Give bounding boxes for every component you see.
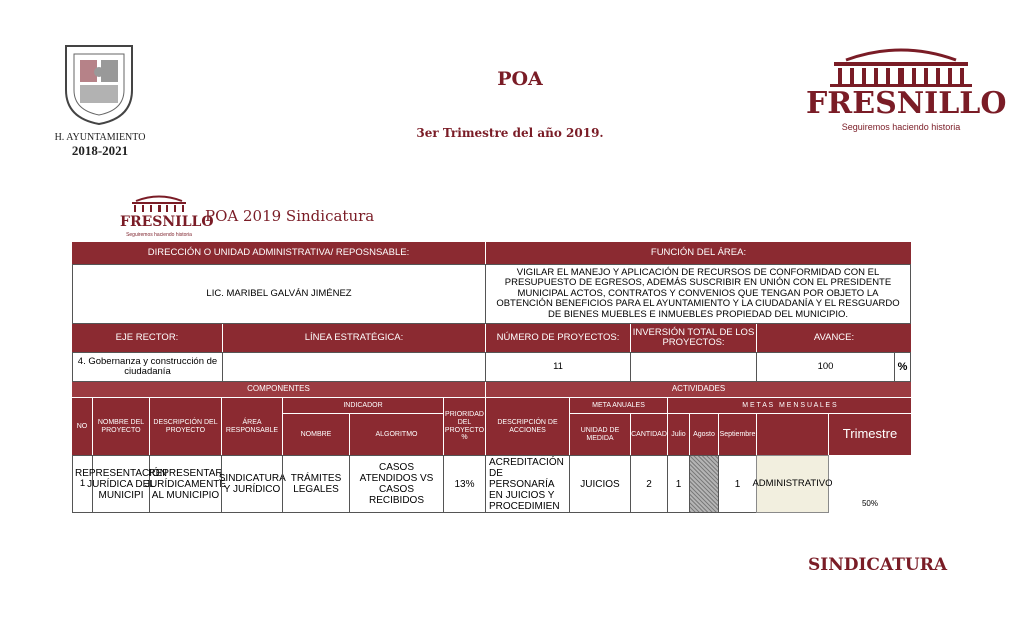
row-ind-nombre: TRÁMITES LEGALES — [282, 455, 350, 513]
eje-header: EJE RECTOR: — [72, 324, 222, 352]
row-nombre: REPRESENTACIÓN JURÍDICA DEL MUNICIPI — [92, 455, 150, 513]
col-nombre: NOMBRE DEL PROYECTO — [93, 398, 149, 455]
page-subtitle: 3er Trimestre del año 2019. — [416, 126, 604, 140]
col-agosto: Agosto — [690, 414, 718, 455]
linea-value — [222, 352, 486, 382]
row-unidad: JUICIOS — [569, 455, 631, 513]
funcion-header: FUNCIÓN DEL ÁREA: — [486, 242, 911, 264]
fresnillo-small-logo — [120, 192, 214, 240]
indicador-header: INDICADOR — [283, 398, 443, 413]
row-area: SINDICATURA Y JURÍDICO — [221, 455, 283, 513]
funcion-value: VIGILAR EL MANEJO Y APLICACIÓN DE RECURSOS DE CONFORMIDAD CON EL PRESUPUESTO DE EGRESOS, ADEMÁS SUSCRIBIR EN UNIÓN CON EL PRESIDENTE MUNICIPAL ACTOS, CONTRATOS Y CONVENIOS QUE TENGAN POR OBJETO LA OBTENCIÓN BENEFICIOS PARA EL AYUNTAMIENTO Y LA CIUDADANÍA Y EL RESGUARDO DE BIENES MUEBLES E INMUEBLES PROPIEDAD DEL MUNICIPIO. — [485, 264, 911, 324]
col-julio: Julio — [668, 414, 689, 455]
col-ind-nombre: NOMBRE — [283, 414, 349, 455]
row-septiembre: 1 — [718, 455, 757, 513]
col-unidad: UNIDAD DE MEDIDA — [570, 414, 630, 455]
componentes-header: COMPONENTES — [72, 382, 485, 397]
row-no: 1 — [72, 455, 93, 513]
col-prioridad: PRIORIDAD DEL PROYECTO % — [444, 398, 485, 455]
num-proyectos-value: 11 — [485, 352, 631, 382]
col-no: NO — [72, 398, 92, 455]
col-cantidad: CANTIDAD — [631, 414, 667, 455]
section-title: POA 2019 Sindicatura — [205, 207, 375, 225]
inversion-header: INVERSIÓN TOTAL DE LOS PROYECTOS: — [631, 324, 756, 352]
row-cantidad: 2 — [630, 455, 668, 513]
municipality-label: H. AYUNTAMIENTO — [54, 132, 146, 143]
kiosk-building-icon — [806, 40, 996, 88]
avance-unit: % — [894, 352, 911, 382]
col-area-trim — [757, 414, 828, 455]
fresnillo-logo — [806, 40, 1007, 134]
metas-mensuales-header: M E T A S M E N S U A L E S — [668, 398, 911, 413]
direccion-header: DIRECCIÓN O UNIDAD ADMINISTRATIVA/ REPOSNSABLE: — [72, 242, 485, 264]
col-area: ÁREA RESPONSABLE — [222, 398, 282, 455]
row-area-trim: ADMINISTRATIVO — [756, 455, 829, 513]
row-agosto — [689, 455, 719, 513]
municipality-years: 2018-2021 — [71, 143, 129, 158]
row-algoritmo: CASOS ATENDIDOS VS CASOS RECIBIDOS — [349, 455, 444, 513]
row-julio: 1 — [667, 455, 690, 513]
col-desc-acciones: DESCRIPCIÓN DE ACCIONES — [486, 398, 569, 455]
brand-slogan: Seguiremos haciendo historia — [841, 122, 961, 132]
small-brand-slogan: Seguiremos haciendo historia — [126, 232, 192, 238]
col-algoritmo: ALGORITMO — [350, 414, 443, 455]
avance-value: 100 — [756, 352, 895, 382]
num-proyectos-header: NÚMERO DE PROYECTOS: — [486, 324, 630, 352]
inversion-value — [630, 352, 757, 382]
meta-anuales-header: META ANUALES — [570, 398, 667, 413]
actividades-header: ACTIVIDADES — [486, 382, 911, 397]
ayuntamiento-seal-icon — [60, 40, 138, 126]
row-descripcion: REPRESENTAR JURÍDICAMENTE AL MUNICIPIO — [149, 455, 222, 513]
row-trimestre-pct: 50% — [861, 498, 878, 508]
col-descripcion: DESCRIPCIÓN DEL PROYECTO — [150, 398, 221, 455]
avance-header: AVANCE: — [757, 324, 911, 352]
small-brand-name: FRESNILLO — [120, 214, 214, 230]
col-trimestre: Trimestre — [829, 414, 911, 455]
footer-label: SINDICATURA — [807, 555, 948, 575]
row-desc-acciones: ACREDITACIÓN DE PERSONARÍA EN JUICIOS Y PROCEDIMIEN — [485, 455, 570, 513]
linea-header: LÍNEA ESTRATÉGICA: — [223, 324, 485, 352]
kiosk-building-small-icon — [120, 192, 198, 214]
row-prioridad: 13% — [443, 455, 486, 513]
responsable-value: LIC. MARIBEL GALVÁN JIMÉNEZ — [72, 264, 486, 324]
brand-name: FRESNILLO — [806, 86, 1007, 121]
eje-value: 4. Gobernanza y construcción de ciudadanía — [72, 352, 223, 382]
page-title: POA — [497, 68, 543, 90]
col-septiembre: Septiembre — [719, 414, 756, 455]
